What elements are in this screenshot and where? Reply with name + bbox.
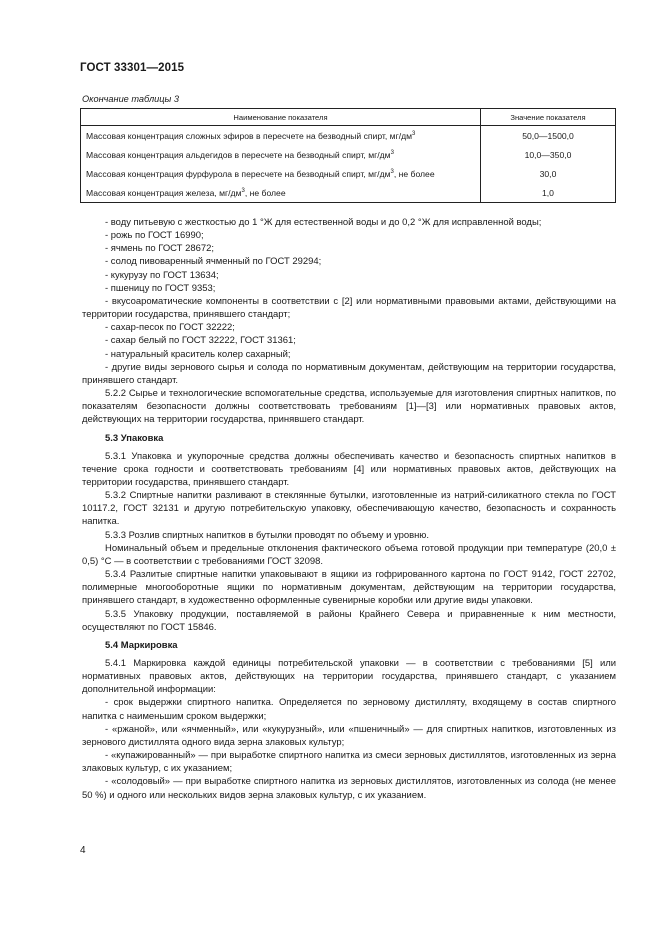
paragraph-5-3-3: 5.3.3 Розлив спиртных напитков в бутылки проводят по объему и уровню. [105,529,429,541]
value-cell: 30,0 [481,164,616,183]
paragraph-5-4-1: 5.4.1 Маркировка каждой единицы потребительской упаковки — в соответствии с требованиями [5] или нормативных правовых актов, действующих на территории государства, принявшего стандарт, с указанием дополнительной информации: [82,658,616,696]
column-header-value: Значение показателя [481,109,616,126]
list-item: - пшеницу по ГОСТ 9353; [105,282,216,294]
list-item: - рожь по ГОСТ 16990; [105,230,204,242]
list-item: - сахар белый по ГОСТ 32222, ГОСТ 31361; [105,335,296,347]
list-item: - кукурузу по ГОСТ 13634; [105,269,219,281]
paragraph-5-3-4: 5.3.4 Разлитые спиртные напитки упаковывают в ящики из гофрированного картона по ГОСТ 9142, ГОСТ 22702, полимерные многооборотные ящики по нормативным документам, действующим на территории государства, принявшего стандарт, в художественно оформленные сувенирные коробки или другие виды упаковки. [82,569,616,607]
list-item: - другие виды зернового сырья и солода по нормативным документам, действующим на территории государства, принявшего стандарт. [82,361,616,386]
list-item: - ячмень по ГОСТ 28672; [105,243,214,255]
list-item: - воду питьевую с жесткостью до 1 °Ж для естественной воды и до 0,2 °Ж для исправленной воды; [105,217,542,228]
list-item: - срок выдержки спиртного напитка. Определяется по зерновому дистилляту, входящему в состав спиртного напитка с наименьшим сроком выдержки; [82,697,616,722]
document-body [82,216,616,802]
list-item: - солод пивоваренный ячменный по ГОСТ 29294; [105,256,322,268]
value-cell: 50,0—1500,0 [481,126,616,146]
section-heading-5-4: 5.4 Маркировка [105,639,178,651]
paragraph-5-3-5: 5.3.5 Упаковку продукции, поставляемой в районы Крайнего Севера и приравненные к ним местности, осуществляют по ГОСТ 15846. [82,608,616,633]
list-item: - «ржаной», или «ячменный», или «кукурузный», или «пшеничный» — для спиртных напитков, изготовленных из зернового дистиллята одного вида зерна злаковых культур; [82,723,616,748]
table-row [81,126,616,146]
indicator-cell: Массовая концентрация фурфурола в пересчете на безводный спирт, $мг/дм^3$, не более [81,164,481,183]
table-header-row [81,109,616,126]
column-header-indicator: Наименование показателя [81,109,481,126]
indicator-table [80,108,616,203]
list-item: - «купажированный» — при выработке спиртного напитка из смеси зерновых дистиллятов, изготовленных из зерна злаковых культур, с их указанием; [82,750,616,775]
list-item: - «солодовый» — при выработке спиртного напитка из зерновых дистиллятов, изготовленных из солода (не менее 50 %) и одного или нескольких видов зерна злаковых культур, с их указанием. [82,776,616,801]
table-row [81,183,616,203]
list-item: - вкусоароматические компоненты в соответствии с [2] или нормативными правовыми актами, действующими на территории государства, принявшего стандарт; [82,295,616,321]
paragraph-5-2-2: 5.2.2 Сырье и технологические вспомогательные средства, используемые для изготовления спиртных напитков, по показателям безопасности должны соответствовать требованиям [1]—[3] или нормативных правовых актов, действующих на территории государства, принявшего стандарт. [82,388,616,426]
indicator-cell: Массовая концентрация альдегидов в пересчете на безводный спирт, $мг/дм^3$ [81,145,481,164]
indicator-cell: Массовая концентрация железа, $мг/дм^3$, не более [81,183,481,203]
value-cell: 10,0—350,0 [481,145,616,164]
table-caption: Окончание таблицы 3 [82,94,179,104]
paragraph-5-3-2: 5.3.2 Спиртные напитки разливают в стеклянные бутылки, изготовленные из натрий-силикатного стекла по ГОСТ 10117.2, ГОСТ 32131 и другую потребительскую упаковку, обеспечивающую качество, безопасность и сохранность напитка. [82,490,616,528]
table-row [81,145,616,164]
paragraph-5-3-1: 5.3.1 Упаковка и укупорочные средства должны обеспечивать качество и безопасность спиртных напитков в течение срока годности и соответствовать требованиям [4] или нормативных правовых актов, действующих на территории государства, принявшего стандарт. [82,450,616,488]
value-cell: 1,0 [481,183,616,203]
indicator-cell: Массовая концентрация сложных эфиров в пересчете на безводный спирт, $мг/дм^3$ [81,126,481,146]
section-heading-5-3: 5.3 Упаковка [105,432,164,444]
list-item: - сахар-песок по ГОСТ 32222; [105,322,235,334]
page-number: 4 [80,845,86,856]
table-row [81,164,616,183]
list-item: - натуральный краситель колер сахарный; [105,348,291,360]
paragraph-5-3-3-volume: Номинальный объем и предельные отклонения фактического объема готовой продукции при температуре (20,0 ± 0,5) °С — в соответствии с требованиями ГОСТ 32098. [82,542,616,567]
standard-number: ГОСТ 33301—2015 [80,62,185,74]
